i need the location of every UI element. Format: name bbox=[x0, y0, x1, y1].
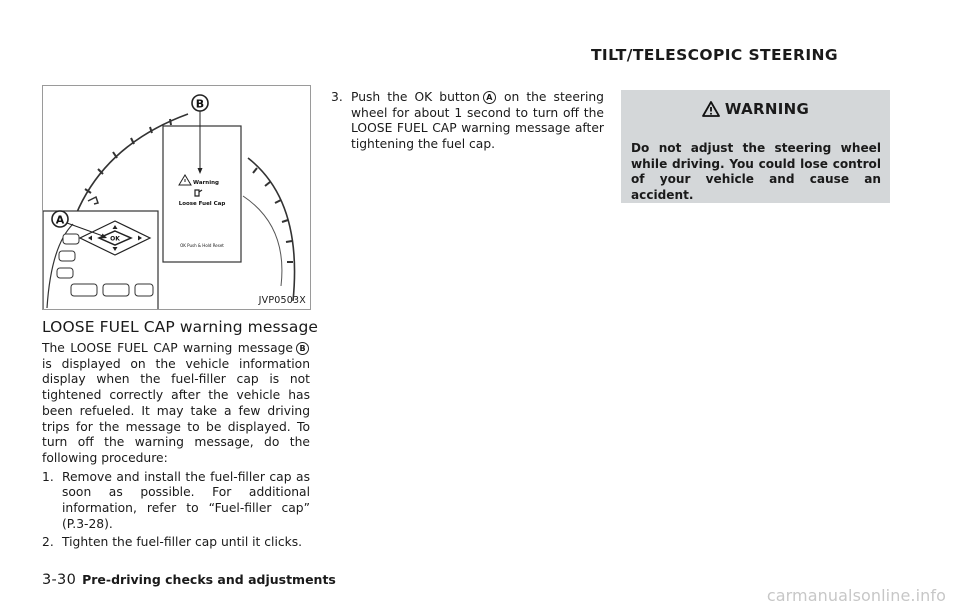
callout-b-label: B bbox=[195, 97, 205, 111]
chapter-title: Pre-driving checks and adjustments bbox=[82, 572, 336, 587]
information-display bbox=[163, 126, 241, 262]
display-warning-text: Warning bbox=[193, 180, 219, 186]
warning-triangle-icon bbox=[702, 101, 720, 117]
fuel-gauge-icon bbox=[88, 197, 98, 204]
intro-text-end: is displayed on the vehicle information display when the fuel-filler cap is not tightened correctly after the vehicle has been refueled. It may take a few driving trips for the message to be displayed. To turn off the warning message, do the following procedure: bbox=[42, 356, 310, 465]
watermark: carmanualsonline.info bbox=[766, 586, 946, 605]
step-number: 3. bbox=[331, 90, 343, 104]
procedure-steps bbox=[42, 470, 310, 552]
step-text: Remove and install the fuel-filler cap as soon as possible. For additional information, refer to “Fuel-filler cap” (P.3-28). bbox=[62, 469, 310, 531]
list-item bbox=[331, 90, 604, 153]
warning-header bbox=[621, 100, 890, 118]
list-item bbox=[42, 535, 310, 551]
intro-text-start: The LOOSE FUEL CAP warning message bbox=[42, 341, 293, 355]
page-footer bbox=[42, 572, 336, 588]
section-heading: LOOSE FUEL CAP warning message bbox=[42, 318, 319, 336]
callout-a-marker-icon: A bbox=[483, 91, 496, 104]
step-number: 1. bbox=[42, 469, 54, 484]
warning-box bbox=[621, 90, 890, 203]
figure-code: JVP0503X bbox=[258, 295, 306, 306]
ok-button-label: OK bbox=[110, 235, 120, 243]
step-text-start: Push the OK button bbox=[351, 90, 480, 104]
callout-a-label: A bbox=[55, 213, 65, 227]
display-message-text: Loose Fuel Cap bbox=[178, 201, 226, 207]
section-title: TILT/TELESCOPIC STEERING bbox=[590, 46, 838, 64]
step-text bbox=[351, 90, 604, 153]
display-reset-text: OK Push & Hold Reset bbox=[180, 243, 224, 248]
procedure-steps-continued bbox=[331, 90, 604, 153]
warning-title: WARNING bbox=[724, 100, 810, 118]
step-text-end: on the steering wheel for about 1 second to turn off the LOOSE FUEL CAP warning message after tightening the fuel cap. bbox=[351, 90, 604, 152]
instrument-cluster-drawing bbox=[43, 86, 310, 309]
column-two bbox=[331, 87, 604, 153]
warning-text: Do not adjust the steering wheel while driving. You could lose control of your vehicle and cause an accident. bbox=[631, 141, 881, 202]
list-item bbox=[42, 470, 310, 533]
intro-paragraph bbox=[42, 341, 310, 467]
dashboard-illustration bbox=[42, 85, 311, 310]
callout-b-marker-icon: B bbox=[296, 342, 309, 355]
page-number: 3-30 bbox=[42, 572, 77, 588]
step-number: 2. bbox=[42, 535, 54, 550]
body-text bbox=[42, 341, 310, 554]
step-text: Tighten the fuel-filler cap until it clicks. bbox=[62, 535, 303, 550]
